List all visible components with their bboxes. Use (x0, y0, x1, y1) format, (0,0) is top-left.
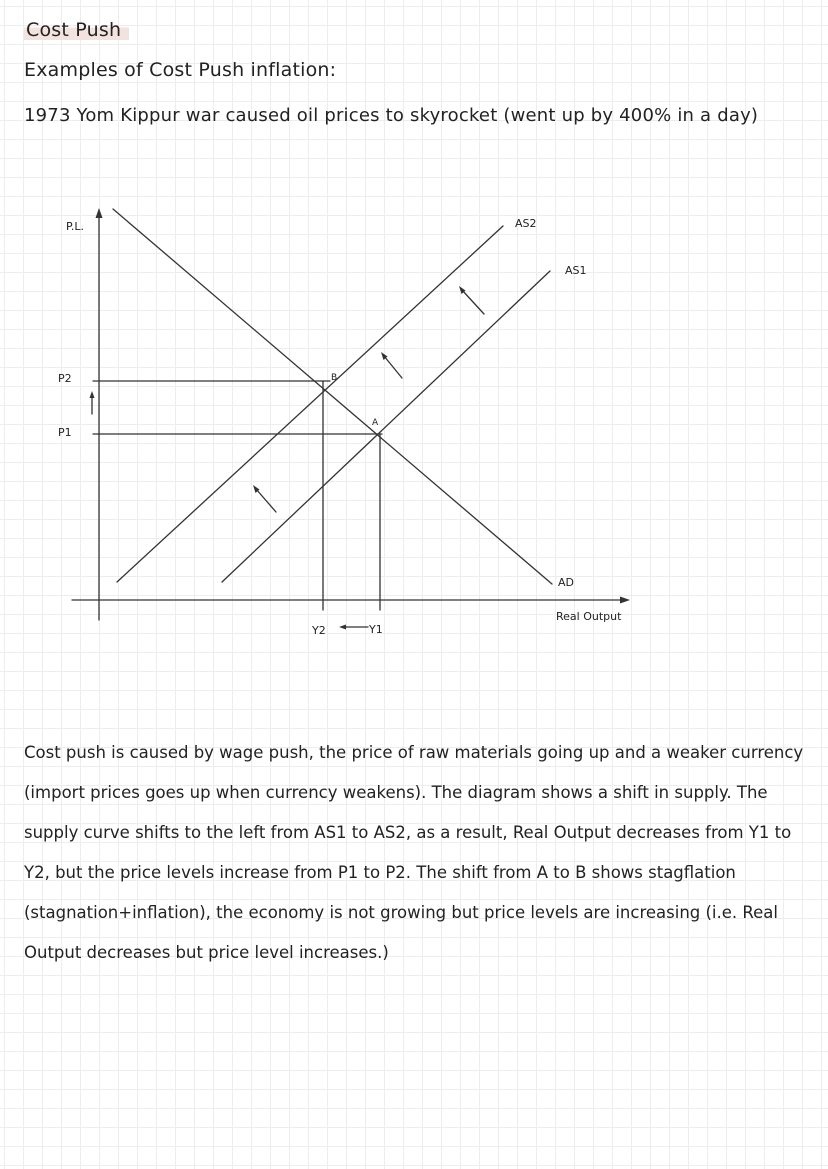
ad-curve (113, 209, 552, 584)
as2-curve (117, 226, 503, 582)
explanation-paragraph: Cost push is caused by wage push, the price of raw materials going up and a weaker currency (import prices goes up when currency weakens). The diagram shows a shift in supply. The supply curve shifts to the left from AS1 to AS2, as a result, Real Output decreases from Y1 to Y2, but the price levels increase from P1 to P2. The shift from A to B shows stagflation (stagnation+inflation), the economy is not growing but price levels are increasing (i.e. Real Output decreases but price level increases.) (24, 743, 804, 962)
x-axis-label: Real Output (556, 610, 622, 623)
ad-label: AD (558, 576, 574, 589)
shift-arrow-lower (256, 489, 276, 512)
point-a-label: A (372, 418, 379, 428)
y-axis-arrowhead (96, 208, 103, 218)
y-axis-label: P.L. (66, 220, 85, 233)
example-text: 1973 Yom Kippur war caused oil prices to skyrocket (went up by 400% in a day) (24, 105, 759, 126)
y2-label: Y2 (312, 624, 326, 637)
x-axis-arrowhead (620, 597, 630, 604)
p1-label: P1 (58, 426, 72, 439)
as1-label: AS1 (565, 264, 587, 277)
y1-label: Y1 (369, 623, 383, 636)
shift-arrow-upper (462, 290, 484, 314)
point-b-label: B (331, 373, 338, 383)
as1-curve (222, 271, 550, 582)
shift-arrow-middle (384, 356, 402, 378)
as-ad-diagram (0, 190, 828, 650)
p2-label: P2 (58, 372, 72, 385)
output-decrease-arrowhead (339, 625, 346, 630)
as2-label: AS2 (515, 217, 537, 230)
examples-heading: Examples of Cost Push inflation: (24, 59, 337, 81)
page-title: Cost Push (24, 18, 129, 42)
price-up-arrowhead (90, 391, 95, 398)
